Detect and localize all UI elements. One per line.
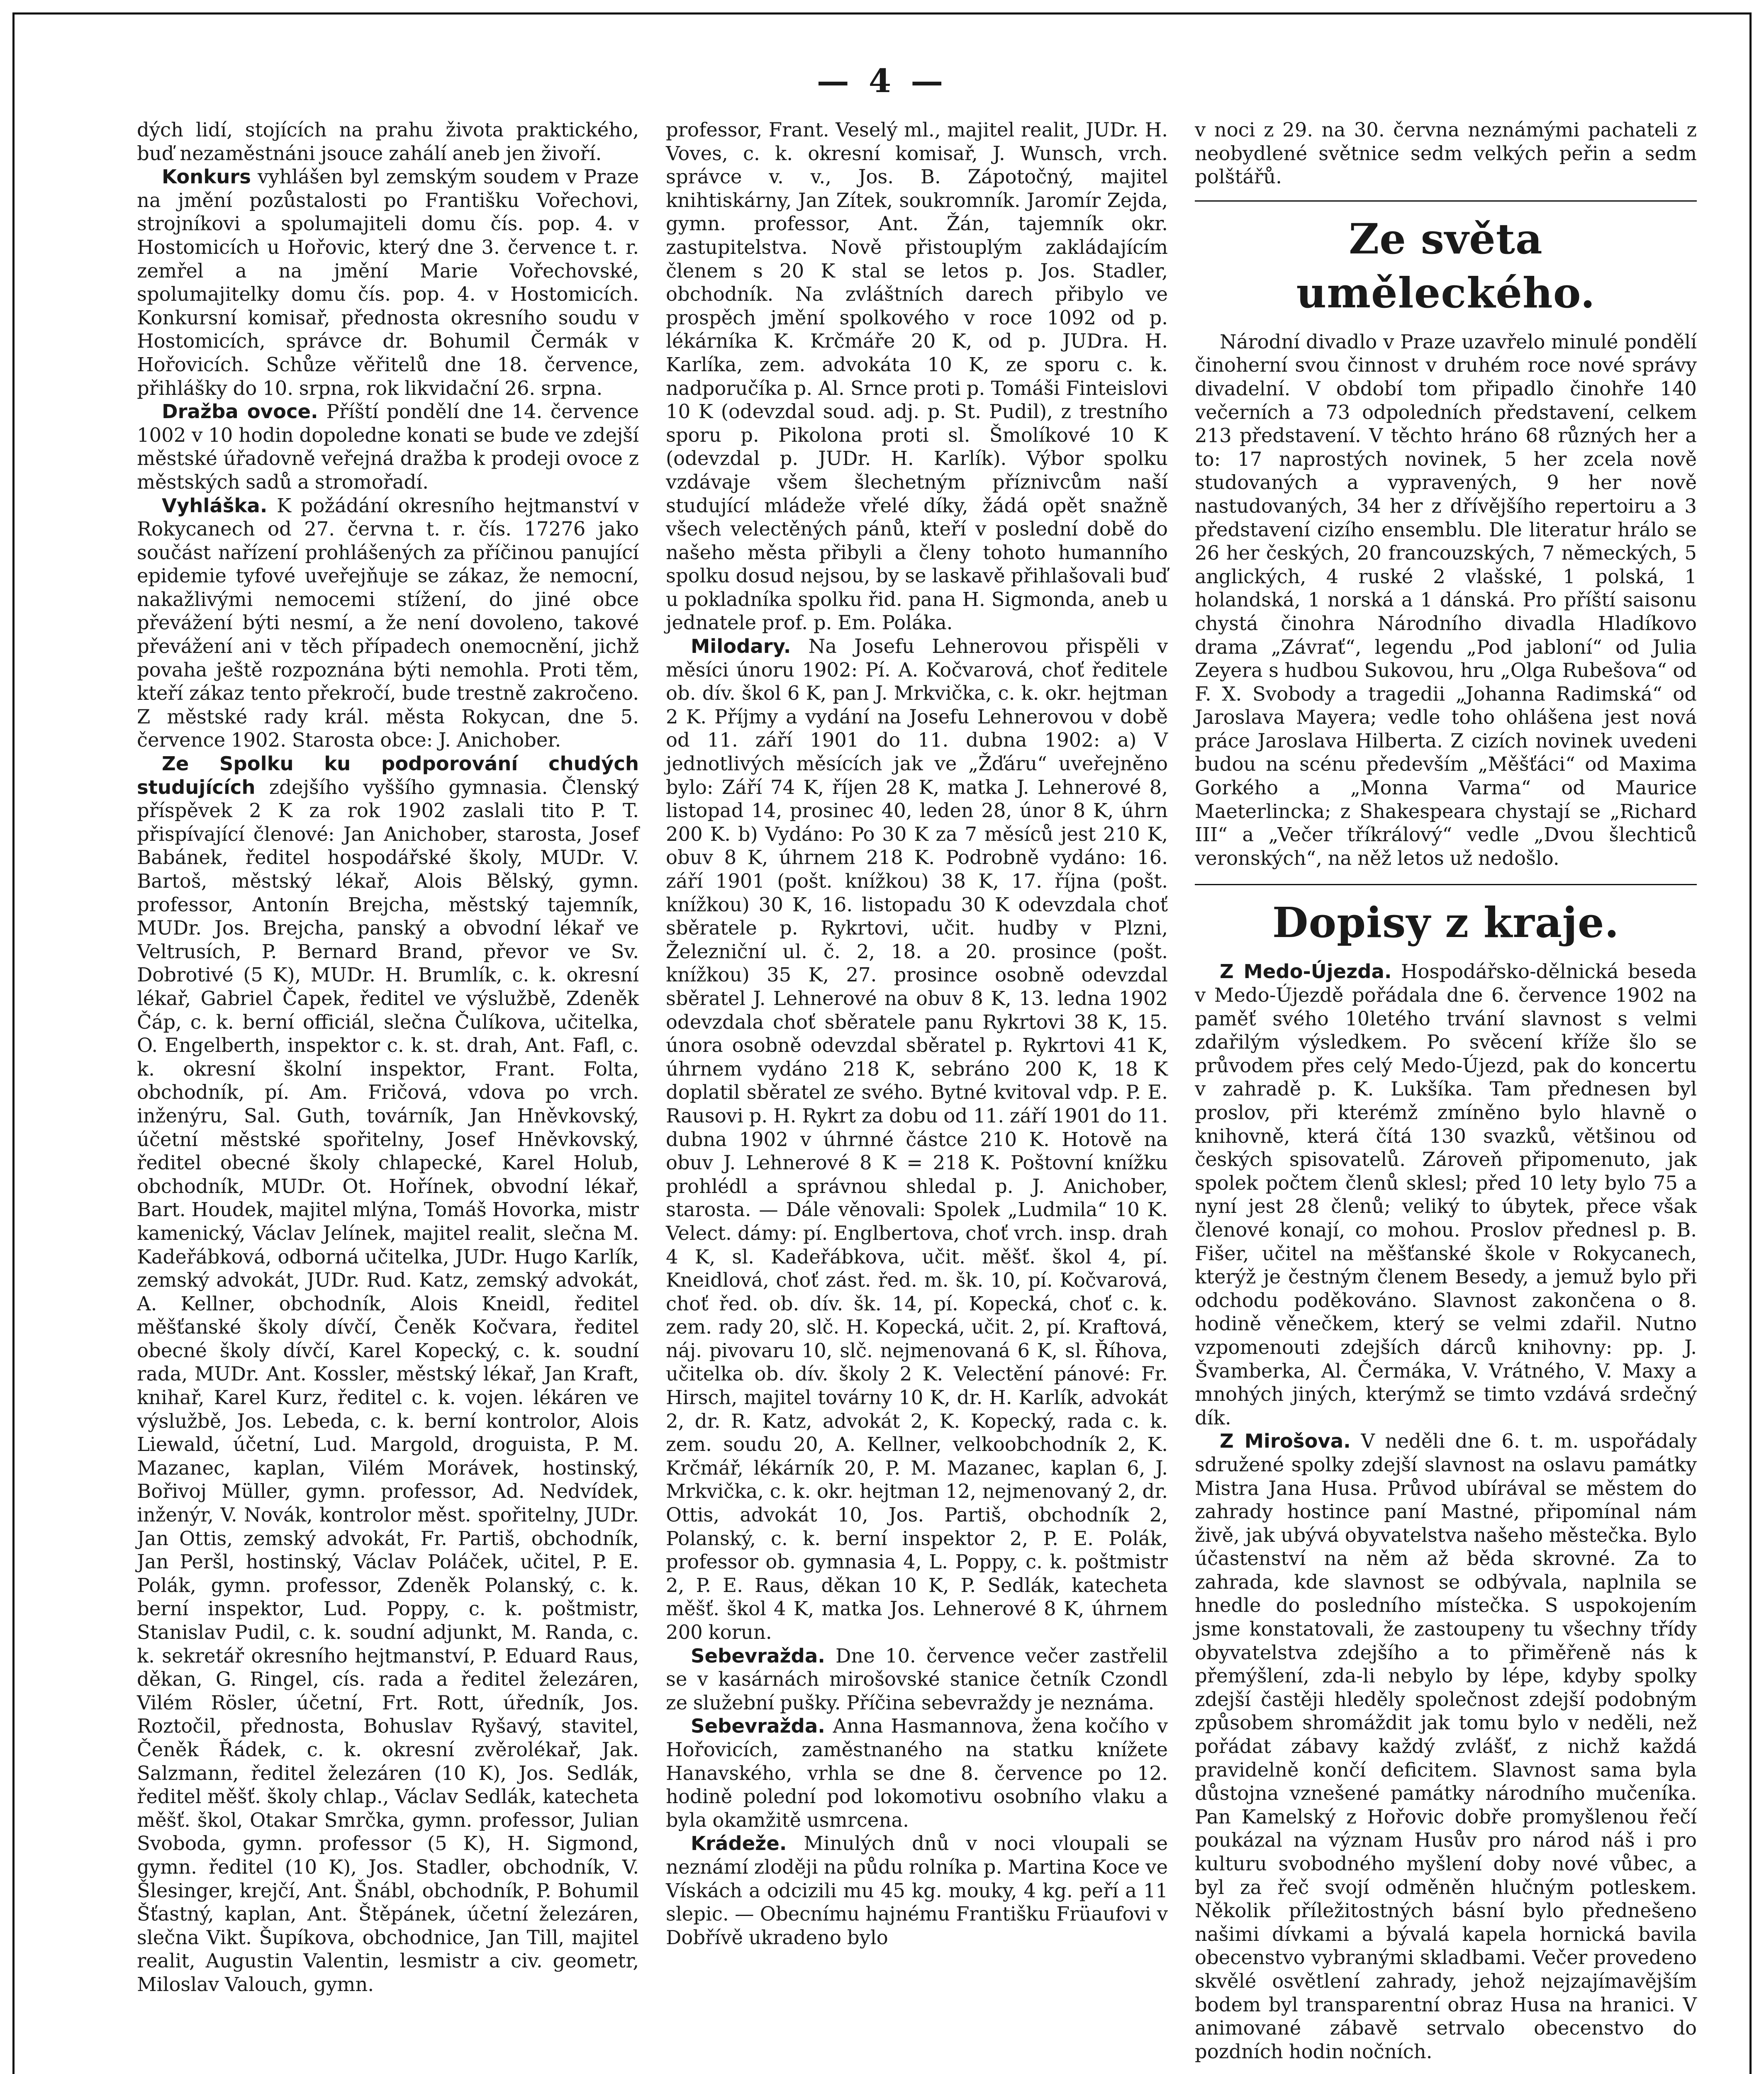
paragraph-continuation: professor, Frant. Veselý ml., majitel realit, JUDr. H. Voves, c. k. okresní komisař, J. Wunsch, vrch. správce v. v., Jos. B. Zápotočný, majitel knihtiskárny, Jan Zítek, soukromník. Jaromír Zejda, gymn. professor, Ant. Žán, tajemník okr. zastupitelstva. Nově přistouplým zakládajícím členem s 20 K stal se letos p. Jos. Stadler, obchodník. Na zvláštních darech přibylo ve prospěch jmění spolkového v roce 1092 od p. lékárníka K. Krčmáře 20 K, od p. JUDra. H. Karlíka, zem. advokáta 10 K, ze sporu c. k. nadporučíka p. Al. Srnce proti p. Tomáši Finteislovi 10 K (odevzdal soud. adj. p. St. Pudil), z trestního sporu p. Pikolona proti sl. Šmolíkové 10 K (odevzdal p. JUDr. H. Karlík). Výbor spolku vzdávaje všem šlechetným příznivcům naší studující mládeže vřelé díky, žádá opět snažně všech velectěných pánů, kteří v poslední době do našeho města přibyli a členy tohoto humanního spolku dosud nejsou, by se laskavě přihlašovali buď u pokladníka spolku řid. pana H. Sigmonda, aneb u jednatele prof. p. Em. Poláka. [666, 119, 1168, 634]
article-drazba [137, 400, 639, 494]
article-text: Minulých dnů v noci vloupali se neznámí zloději na půdu rolníka p. Martina Koce ve Vískách a odcizili mu 45 kg. mouky, 4 kg. peří a 11 slepic. — Obecnímu hajnému Františku Früaufovi v Dobřívě ukradeno bylo [666, 1832, 1168, 1949]
article-heading: Ze Spolku ku podporování chudých studujících [137, 752, 639, 798]
section-title-art: Ze světa uměleckého. [1296, 214, 1596, 317]
article-heading: Z Medo-Újezda. [1220, 960, 1392, 983]
section-divider [1195, 884, 1697, 885]
article-milodary [666, 635, 1168, 1644]
article-sebevrazda-1 [666, 1644, 1168, 1715]
article-text: vyhlášen byl zemským soudem v Praze na jmění pozůstalosti po Františku Vořechovi, strojníkovi a spolumajiteli domu čís. pop. 4. v Hostomicích u Hořovic, který dne 3. července t. r. zemřel a na jmění Marie Vořechovské, spolumajitelky domu čís. pop. 4. v Hostomicích. Konkursní komisař, přednosta okresního soudu v Hostomicích, správce dr. Bohumil Čermák v Hořovicích. Schůze věřitelů dne 18. července, přihlášky do 10. srpna, rok likvidační 26. srpna. [137, 166, 639, 399]
article-text: K požádání okresního hejtmanství v Rokycanech od 27. června t. r. čís. 17276 jako součást nařízení prohlášených za příčinou panující epidemie tyfové uveřejňuje se zákaz, že nemocní, nakažlivými nemocemi stížení, do jiné obce převážení býti nesmí, a že není dovoleno, takové převážení ani v těch případech onemocnění, jichž povaha ještě rozpoznána býti nemohla. Proti těm, kteří zákaz tento překročí, bude trestně zakročeno. Z městské rady král. města Rokycan, dne 5. července 1902. Starosta obce: J. Anichober. [137, 494, 639, 752]
article-text: V neděli dne 6. t. m. uspořádaly sdružené spolky zdejší slavnost na oslavu památky Mistra Jana Husa. Průvod ubírával se městem do zahrady hostince paní Mastné, připomínal nám živě, jak ubývá obyvatelstva našeho městečka. Bylo účastenství na něm až běda skrovné. Za to zahrada, kde slavnost se odbývala, naplnila se hnedle do posledního místečka. S uspokojením jsme konstatovali, že zastoupeny tu všechny třídy obyvatelstva zdejšího a to přiměřeně nás k přemýšlení, zda-li nebylo by lépe, kdyby spolky zdejší častěji hleděly společnost zdejší podobným způsobem shromáždit jak tomu bylo v neděli, než pořádat zábavy každý zvlášť, z nichž každá pravidelně končí deficitem. Slavnost sama byla důstojna vznešené památky národního mučeníka. Pan Kamelský z Hořovic dobře promyšlenou řečí poukázal na význam Husův pro národ náš i pro kulturu svobodného myšlení doby nové vůbec, a byl za řeč svojí odměněn hlučným potleskem. Několik příležitostných básní bylo přednešeno našimi dívkami a bývalá kapela hornická bavila obecenstvo vybranými skladbami. Večer provedeno skvělé osvětlení zahrady, jehož nejzajímavějším bodem byl transparentní obraz Husa na hranici. V animované zábavě setrvalo obecenstvo do pozdních hodin nočních. [1195, 1430, 1697, 2063]
article-divadlo: Národní divadlo v Praze uzavřelo minulé pondělí činoherní svou činnost v druhém roce nové správy divadelní. V období tom připadlo činohře 140 večerních a 73 odpoledních představení, celkem 213 představení. V těchto hráno 68 různých her a to: 17 naprostých novinek, 5 her zcela nově studovaných a vypravených, 9 her nově nastudovaných, 34 her z dřívějšího repertoiru a 3 představení cizího ensemblu. Dle literatur hrálo se 26 her českých, 20 francouzských, 7 německých, 5 anglických, 4 ruské 2 vlašské, 1 polská, 1 holandská, 1 norská a 1 dánská. Pro příští saisonu chystá činohra Národního divadla Hladíkovo drama „Závrať“, legendu „Pod jabloní“ od Julia Zeyera s hudbou Sukovou, hru „Olga Rubešova“ od F. X. Svobody a tragedii „Johanna Radimská“ od Jaroslava Mayera; vedle toho ohlášena jest nová práce Jaroslava Hilberta. Z cizích novinek uvedeni budou na scénu především „Měšťáci“ od Maxima Gorkého a „Monna Varma“ od Maurice Maeterlincka; z Shakespeara chystají se „Richard III“ a „Večer tříkrálový“ vedle „Dvou šlechticů veronských“, na něž letos už nedošlo. [1195, 330, 1697, 869]
page-number: — 4 — [816, 62, 948, 100]
article-text: Hospodářsko-dělnická beseda v Medo-Újezdě pořádala dne 6. července 1902 na paměť svého 10letého trvání slavnost s velmi zdařilým výsledkem. Po svěcení kříže šlo se průvodem přes celý Medo-Újezd, pak do koncertu v zahradě p. K. Lukšíka. Tam přednesen byl proslov, při kterémž zmíněno bylo hlavně o knihovně, která čítá 130 svazků, většinou od českých spisovatelů. Zároveň připomenuto, jak spolek počtem členů sklesl; před 10 lety bylo 75 a nyní jest 28 členů; veliký to úbytek, přece však členové konají, co mohou. Proslov přednesl p. B. Fišer, učitel na měšťanské škole v Rokycanech, kterýž je čestným členem Besedy, a jemuž bylo při odchodu poděkováno. Slavnost zakončena o 8. hodině věnečkem, který se velmi zdařil. Nutno vzpomenouti zdejších dárců knihovny: pp. J. Švamberka, Al. Čermáka, V. Vrátného, V. Maxy a mnohých jiných, kterýmž se timto vzdává srdečný dík. [1195, 960, 1697, 1429]
article-konkurs [137, 165, 639, 400]
article-heading: Sebevražda. [691, 1715, 825, 1738]
article-text: Anna Hasmannova, žena kočího v Hořovicích, zaměstnaného na statku knížete Hanavského, vrhla se dne 8. července po 12. hodině polední pod lokomotivu osobního vlaku a byla okamžitě usmrcena. [666, 1715, 1168, 1831]
paragraph-continuation: v noci z 29. na 30. června neznámými pachateli z neobydlené světnice sedm velkých peřin a sedm polštářů. [1195, 119, 1697, 188]
article-heading: Sebevražda. [691, 1644, 825, 1667]
article-vyhlaska [137, 494, 639, 752]
article-kradeze [666, 1832, 1168, 1949]
article-heading: Konkurs [162, 166, 251, 188]
article-heading: Krádeže. [691, 1832, 787, 1855]
article-text: Příští pondělí dne 14. července 1002 v 10 hodin dopoledne konati se bude ve zdejší městské úřadovně veřejná dražba k prodeji ovoce z městských sadů a stromořadí. [137, 400, 639, 493]
article-heading: Milodary. [691, 635, 791, 658]
article-spolek [137, 752, 639, 1996]
article-heading: Dražba ovoce. [162, 400, 318, 423]
article-mirosov [1195, 1429, 1697, 2063]
article-medo-ujezd [1195, 960, 1697, 1429]
column-2 [666, 118, 1168, 1949]
paragraph-opening: dých lidí, stojících na prahu života praktického, buď nezaměstnáni jsouce zahálí aneb jen živoří. [137, 119, 639, 165]
section-title-letters: Dopisy z kraje. [1272, 898, 1620, 947]
column-3 [1195, 118, 1697, 2063]
column-1 [137, 118, 639, 1996]
section-divider [1195, 200, 1697, 202]
article-heading: Z Mirošova. [1220, 1430, 1351, 1453]
article-text: zdejšího vyššího gymnasia. Členský příspěvek 2 K za rok 1902 zaslali tito P. T. přispívající členové: Jan Anichober, starosta, Josef Babánek, ředitel hospodářské školy, MUDr. V. Bartoš, městský lékař, Alois Bělský, gymn. professor, Antonín Brejcha, městský tajemník, MUDr. Jos. Brejcha, panský a obvodní lékař ve Veltrusích, P. Bernard Brand, převor ve Sv. Dobrotivé (5 K), MUDr. H. Brumlík, c. k. okresní lékař, Gabriel Čapek, ředitel ve výslužbě, Zdeněk Čáp, c. k. berní officiál, slečna Čulíkova, učitelka, O. Engelberth, inspektor c. k. st. drah, Ant. Fafl, c. k. okresní školní inspektor, Frant. Folta, obchodník, pí. Am. Fričová, vdova po vrch. inženýru, Sal. Guth, továrník, Jan Hněvkovský, účetní městské spořitelny, Josef Hněvkovský, ředitel obecné školy chlapecké, Karel Holub, obchodník, MUDr. Ot. Hořínek, obvodní lékař, Bart. Houdek, majitel mlýna, Tomáš Hovorka, mistr kamenický, Václav Jelínek, majitel realit, slečna M. Kadeřábková, odborná učitelka, JUDr. Hugo Karlík, zemský advokát, JUDr. Rud. Katz, zemský advokát, A. Kellner, obchodník, Alois Kneidl, ředitel měšťanské školy dívčí, Čeněk Kočvara, ředitel obecné školy dívčí, Karel Kopecký, c. k. soudní rada, MUDr. Ant. Kossler, městský lékař, Jan Kraft, knihař, Karel Kurz, ředitel c. k. vojen. lékáren ve výslužbě, Jos. Lebeda, c. k. berní kontrolor, Alois Liewald, účetní, Lud. Margold, droguista, P. M. Mazanec, kaplan, Vilém Morávek, hostinský, Bořivoj Müller, gymn. professor, Ad. Nedvídek, inženýr, V. Novák, kontrolor měst. spořitelny, JUDr. Jan Ottis, zemský advokát, Fr. Partiš, obchodník, Jan Peršl, hostinský, Václav Poláček, učitel, P. E. Polák, gymn. professor, Zdeněk Polanský, c. k. berní inspektor, Lud. Poppy, c. k. poštmistr, Stanislav Pudil, c. k. soudní adjunkt, M. Randa, c. k. sekretář okresního hejtmanství, P. Eduard Raus, děkan, G. Ringel, cís. rada a ředitel železáren, Vilém Rösler, účetní, Frt. Rott, úředník, Jos. Roztočil, přednosta, Bohuslav Ryšavý, stavitel, Čeněk Řádek, c. k. okresní zvěrolékař, Jak. Salzmann, ředitel železáren (10 K), Jos. Sedlák, ředitel měšť. školy chlap., Václav Sedlák, katecheta měšť. škol, Otakar Smrčka, gymn. professor, Julian Svoboda, gymn. professor (5 K), H. Sigmond, gymn. ředitel (10 K), Jos. Stadler, obchodník, V. Šlesinger, krejčí, Ant. Šnábl, obchodník, P. Bohumil Šťastný, kaplan, Ant. Štěpánek, účetní železáren, slečna Vikt. Šupíkova, obchodnice, Jan Till, majitel realit, Augustin Valentin, lesmistr a civ. geometr, Miloslav Valouch, gymn. [137, 776, 639, 1996]
article-text: Dne 10. července večer zastřelil se v kasárnách mirošovské stanice četník Czondl ze služební pušky. Příčina sebevraždy je neznáma. [666, 1644, 1168, 1714]
article-sebevrazda-2 [666, 1714, 1168, 1832]
article-heading: Vyhláška. [162, 494, 268, 517]
article-text: Na Josefu Lehnerovou přispěli v měsíci únoru 1902: Pí. A. Kočvarová, choť ředitele ob. dív. škol 6 K, pan J. Mrkvička, c. k. okr. hejtman 2 K. Příjmy a vydání na Josefu Lehnerovou v době od 11. září 1901 do 11. dubna 1902: a) V jednotlivých měsících jak ve „Žďáru“ uveřejněno bylo: Září 74 K, říjen 28 K, matka J. Lehnerové 8, listopad 14, prosinec 40, leden 28, únor 8 K, úhrn 200 K. b) Vydáno: Po 30 K za 7 měsíců jest 210 K, obuv 8 K, úhrnem 218 K. Podrobně vydáno: 16. září 1901 (pošt. knížkou) 38 K, 17. října (pošt. knížkou) 30 K, 16. listopadu 30 K odevzdala choť sběratele p. Rykrtovi, učit. hudby v Plzni, Železniční ul. č. 2, 18. a 20. prosince (pošt. knížkou) 35 K, 27. prosince osobně odevzdal sběratel J. Lehnerové na obuv 8 K, 13. ledna 1902 odevzdala choť sběratele panu Rykrtovi 38 K, 15. února osobně odevzdal sběratel p. Rykrtovi 41 K, úhrnem vydáno 218 K, sebráno 200 K, 18 K doplatil sběratel ze svého. Bytné kvitoval vdp. P. E. Rausovi p. H. Rykrt za dobu od 11. září 1901 do 11. dubna 1902 v úhrnné částce 210 K. Hotově na obuv J. Lehnerové 8 K = 218 K. Poštovní knížku prohlédl a správnou shledal p. J. Anichober, starosta. — Dále věnovali: Spolek „Ludmila“ 10 K. Velect. dámy: pí. Englbertova, choť vrch. insp. drah 4 K, sl. Kadeřábkova, učit. měšť. škol 4, pí. Kneidlová, choť zást. řed. m. šk. 10, pí. Kočvarová, choť řed. ob. dív. šk. 14, pí. Kopecká, choť c. k. zem. rady 20, slč. H. Kopecká, učit. 2, pí. Kraftová, náj. pivovaru 10, slč. nejmenovaná 6 K, sl. Říhova, učitelka ob. dív. školy 2 K. Velectění pánové: Fr. Hirsch, majitel továrny 10 K, dr. H. Karlík, advokát 2, dr. R. Katz, advokát 2, K. Kopecký, rada c. k. zem. soudu 20, A. Kellner, velkoobchodník 2, K. Krčmář, lékárník 20, P. M. Mazanec, kaplan 6, J. Mrkvička, c. k. okr. hejtman 12, nejmenovaný 2, dr. Ottis, advokát 10, Jos. Partiš, obchodník 2, Polanský, c. k. berní inspektor 2, P. E. Polák, professor ob. gymnasia 4, L. Poppy, c. k. poštmistr 2, P. E. Raus, děkan 10 K, P. Sedlák, katecheta měšť. škol 4 K, matka Jos. Lehnerové 8 K, úhrnem 200 korun. [666, 635, 1168, 1643]
